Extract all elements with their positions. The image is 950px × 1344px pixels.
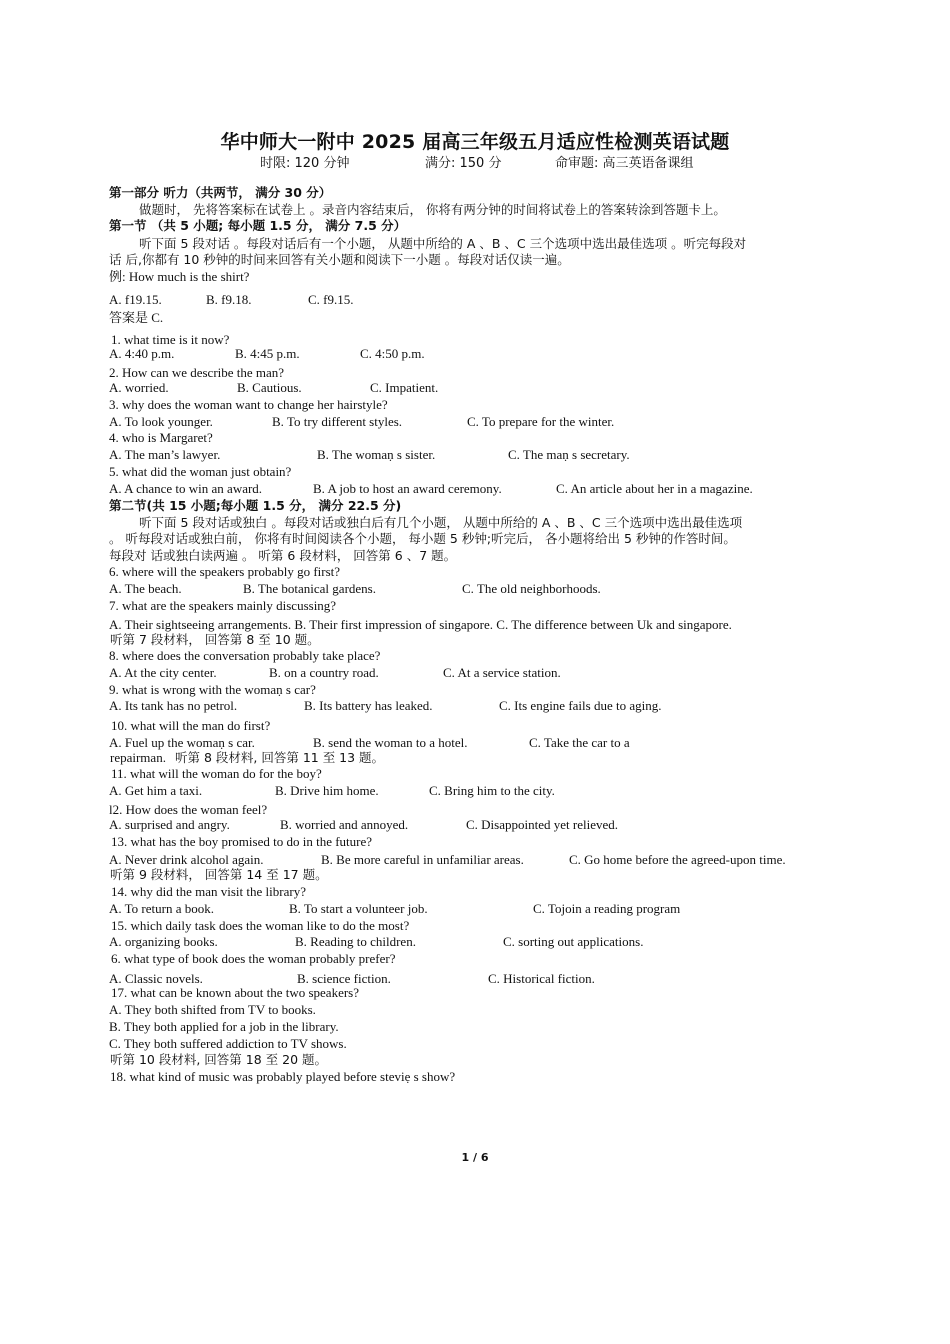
option: A. Get him a taxi. <box>109 783 203 798</box>
question-9: 9. what is wrong with the womaṇ s car? <box>109 682 316 697</box>
option: A. At the city center. <box>109 665 217 680</box>
section2-instruction-cont2: 每段对 话或独白读两遍 。 听第 6 段材料， 回答第 6 、7 题。 <box>109 548 457 563</box>
option: B. The womaṇ s sister. <box>317 447 436 462</box>
question-5: 5. what did the woman just obtain? <box>109 464 292 479</box>
option: C. Go home before the agreed-upon time. <box>569 852 786 867</box>
reviewer: 命审题: 高三英语备课组 <box>555 156 694 171</box>
option: A. f19.15. <box>109 292 162 307</box>
option: B. Reading to children. <box>295 934 416 949</box>
option: C. Disappointed yet relieved. <box>466 817 618 832</box>
option: B. To try different styles. <box>272 414 403 429</box>
option: C. f9.15. <box>308 292 354 307</box>
question-14: 14. why did the man visit the library? <box>111 884 306 899</box>
q7-options: A. Their sightseeing arrangements. B. Their first impression of singapore. C. The difference between Uk and singapore. <box>109 617 732 632</box>
option: B. Cautious. <box>237 380 302 395</box>
page-number: 1 / 6 <box>461 1151 489 1164</box>
section2-instruction-cont: 。 听每段对话或独白前， 你将有时间阅读各个小题， 每小题 5 秒钟;听完后， 各小题将给出 5 秒钟的作答时间。 <box>109 531 736 546</box>
question-10: 10. what will the man do first? <box>111 718 271 733</box>
exam-title: 华中师大一附中 2025 届高三年级五月适应性检测英语试题 <box>220 131 730 153</box>
option: A. worried. <box>109 380 169 395</box>
material-10-instruction: 听第 10 段材料, 回答第 18 至 20 题。 <box>110 1052 328 1067</box>
option: C. 4:50 p.m. <box>360 346 425 361</box>
option: B. Its battery has leaked. <box>304 698 433 713</box>
option: C. They both suffered addiction to TV shows. <box>109 1036 347 1051</box>
option: A. Never drink alcohol again. <box>109 852 264 867</box>
option: C. Its engine fails due to aging. <box>499 698 662 713</box>
part1-intro: 做题时， 先将答案标在试卷上 。录音内容结束后， 你将有两分钟的时间将试卷上的答案转涂到答题卡上。 <box>139 202 726 217</box>
question-18: 18. what kind of music was probably played before steviẹ s show? <box>110 1069 456 1084</box>
question-12: l2. How does the woman feel? <box>109 802 268 817</box>
question-15: 15. which daily task does the woman like to do the most? <box>111 918 410 933</box>
option: C. Bring him to the city. <box>429 783 555 798</box>
example-question: 例: How much is the shirt? <box>109 269 250 284</box>
option: B. They both applied for a job in the library. <box>109 1019 339 1034</box>
option: C. An article about her in a magazine. <box>556 481 753 496</box>
option: B. f9.18. <box>206 292 252 307</box>
question-3: 3. why does the woman want to change her hairstyle? <box>109 397 388 412</box>
option: A. surprised and angry. <box>109 817 230 832</box>
section1-instruction-cont: 话 后,你都有 10 秒钟的时间来回答有关小题和阅读下一小题 。每段对话仅读一遍。 <box>109 252 570 267</box>
option: B. The botanical gardens. <box>243 581 376 596</box>
option: B. on a country road. <box>269 665 379 680</box>
option: C. sorting out applications. <box>503 934 644 949</box>
option: A. The beach. <box>109 581 182 596</box>
option: B. worried and annoyed. <box>280 817 409 832</box>
option: A. 4:40 p.m. <box>109 346 175 361</box>
option: A. Fuel up the womaṇ s car. <box>109 735 255 750</box>
option: B. 4:45 p.m. <box>235 346 300 361</box>
section1-heading: 第一节 （共 5 小题; 每小题 1.5 分， 满分 7.5 分） <box>109 218 407 233</box>
question-13: 13. what has the boy promised to do in the future? <box>111 834 373 849</box>
time-limit: 时限: 120 分钟 <box>260 156 350 171</box>
material-9-instruction: 听第 9 段材料， 回答第 14 至 17 题。 <box>110 867 328 882</box>
option: A. A chance to win an award. <box>109 481 263 496</box>
option: B. send the woman to a hotel. <box>313 735 468 750</box>
question-6: 6. where will the speakers probably go first? <box>109 564 341 579</box>
option: A. Its tank has no petrol. <box>109 698 238 713</box>
material-8-instruction: 听第 8 段材料, 回答第 11 至 13 题。 <box>175 750 385 765</box>
option: A. organizing books. <box>109 934 218 949</box>
question-16: 6. what type of book does the woman probably prefer? <box>111 951 396 966</box>
q10-option-cont: repairman. <box>110 750 166 765</box>
question-17: 17. what can be known about the two speakers? <box>111 985 360 1000</box>
option: B. A job to host an award ceremony. <box>313 481 502 496</box>
question-7: 7. what are the speakers mainly discussing? <box>109 598 337 613</box>
option: C. Historical fiction. <box>488 971 595 986</box>
question-8: 8. where does the conversation probably take place? <box>109 648 381 663</box>
option: C. The maṇ s secretary. <box>508 447 630 462</box>
option: C. Take the car to a <box>529 735 630 750</box>
question-2: 2. How can we describe the man? <box>109 365 285 380</box>
section2-heading: 第二节(共 15 小题;每小题 1.5 分， 满分 22.5 分) <box>109 498 402 513</box>
option: A. Classic novels. <box>109 971 203 986</box>
option: B. Be more careful in unfamiliar areas. <box>321 852 524 867</box>
question-1: 1. what time is it now? <box>111 332 230 347</box>
option: A. To look younger. <box>109 414 213 429</box>
option: B. To start a volunteer job. <box>289 901 428 916</box>
option: B. science fiction. <box>297 971 391 986</box>
question-4: 4. who is Margaret? <box>109 430 213 445</box>
option: C. The old neighborhoods. <box>462 581 601 596</box>
question-11: 11. what will the woman do for the boy? <box>111 766 322 781</box>
option: C. Tojoin a reading program <box>533 901 681 916</box>
example-answer: 答案是 C. <box>109 310 164 325</box>
material-7-instruction: 听第 7 段材料， 回答第 8 至 10 题。 <box>110 632 320 647</box>
section1-instruction: 听下面 5 段对话 。每段对话后有一个小题， 从题中所给的 A 、B 、C 三个选项中选出最佳选项 。听完每段对 <box>139 236 747 251</box>
full-score: 满分: 150 分 <box>425 156 502 171</box>
section2-instruction: 听下面 5 段对话或独白 。每段对话或独白后有几个小题， 从题中所给的 A 、B 、C 三个选项中选出最佳选项 <box>139 515 743 530</box>
option: A. They both shifted from TV to books. <box>109 1002 316 1017</box>
option: A. The man’s lawyer. <box>109 447 221 462</box>
option: A. To return a book. <box>109 901 214 916</box>
option: C. At a service station. <box>443 665 561 680</box>
option: B. Drive him home. <box>275 783 379 798</box>
option: C. Impatient. <box>370 380 439 395</box>
part1-heading: 第一部分 听力（共两节， 满分 30 分） <box>109 185 332 200</box>
option: C. To prepare for the winter. <box>467 414 615 429</box>
